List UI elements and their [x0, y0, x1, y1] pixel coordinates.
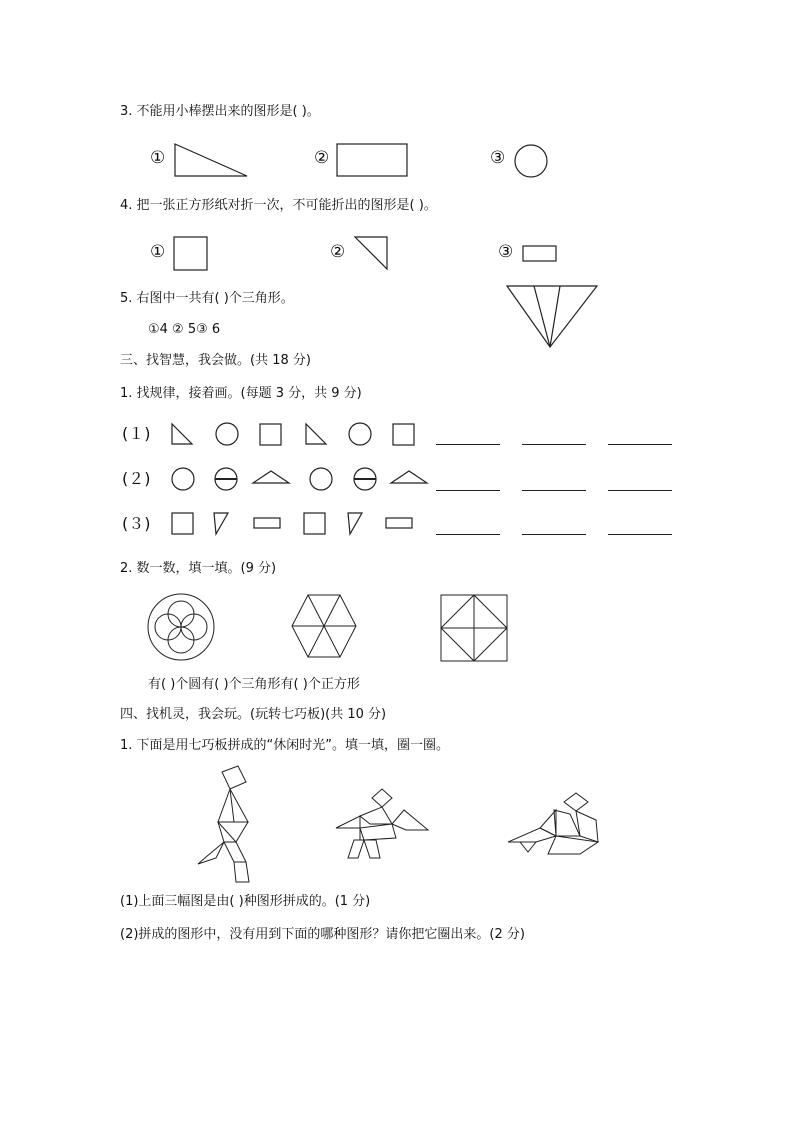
q3-option-2-label: ②	[314, 148, 330, 168]
q5-triangle-figure	[506, 284, 600, 350]
pattern-row-2-shapes	[170, 467, 432, 493]
answer-blank-3-2[interactable]	[522, 534, 586, 535]
q4-triangle	[354, 236, 390, 272]
section3-title: 三、找智慧，我会做。(共 18 分)	[120, 353, 311, 368]
q3-text: 3. 不能用小棒摆出来的图形是( )。	[120, 104, 320, 119]
answer-blank-1-2[interactable]	[522, 444, 586, 445]
circles-figure	[146, 592, 220, 662]
pattern-row-3-shapes	[170, 511, 420, 537]
tangram-sitting-figure	[506, 792, 602, 856]
section3-sub1: 1. 找规律，接着画。(每题 3 分，共 9 分)	[120, 386, 362, 401]
answer-blank-1-3[interactable]	[608, 444, 672, 445]
q4-square	[173, 236, 209, 272]
q5-text: 5. 右图中一共有( )个三角形。	[120, 291, 294, 306]
q3-circle	[514, 144, 550, 180]
pattern-row-1-shapes	[170, 422, 420, 448]
hexagon-figure	[290, 592, 360, 662]
tangram-rider-figure	[334, 788, 432, 860]
section4-part1: (1)上面三幅图是由( )种图形拼成的。(1 分)	[120, 894, 371, 909]
answer-blank-2-1[interactable]	[436, 490, 500, 491]
answer-blank-1-1[interactable]	[436, 444, 500, 445]
q4-text: 4. 把一张正方形纸对折一次，不可能折出的图形是( )。	[120, 198, 437, 213]
q3-rectangle	[336, 143, 410, 179]
q4-option-2-label: ②	[330, 242, 346, 262]
q3-right-triangle	[174, 143, 250, 179]
pattern-row-2-label: (２)	[122, 469, 151, 488]
section4-title: 四、找机灵，我会玩。(玩转七巧板)(共 10 分)	[120, 707, 387, 722]
q4-rectangle	[522, 245, 558, 263]
q4-option-1-label: ①	[150, 242, 166, 262]
section3-sub2: 2. 数一数，填一填。(9 分)	[120, 561, 277, 576]
q4-option-3-label: ③	[498, 242, 514, 262]
answer-blank-3-1[interactable]	[436, 534, 500, 535]
square-figure	[440, 594, 510, 664]
section4-part2: (2)拼成的图形中，没有用到下面的哪种图形？请你把它圈出来。(2 分)	[120, 927, 525, 942]
section4-sub1: 1. 下面是用七巧板拼成的“休闲时光”。填一填，圈一圈。	[120, 738, 450, 753]
q3-option-3-label: ③	[490, 148, 506, 168]
tangram-walking-figure	[194, 762, 260, 884]
pattern-row-3-label: (３)	[122, 514, 151, 533]
q5-options: ①4 ② 5③ 6	[148, 322, 221, 337]
answer-blank-2-3[interactable]	[608, 490, 672, 491]
q3-option-1-label: ①	[150, 148, 166, 168]
count-fill-line: 有( )个圆有( )个三角形有( )个正方形	[148, 677, 360, 692]
pattern-row-1-label: (１)	[122, 424, 151, 443]
answer-blank-3-3[interactable]	[608, 534, 672, 535]
answer-blank-2-2[interactable]	[522, 490, 586, 491]
